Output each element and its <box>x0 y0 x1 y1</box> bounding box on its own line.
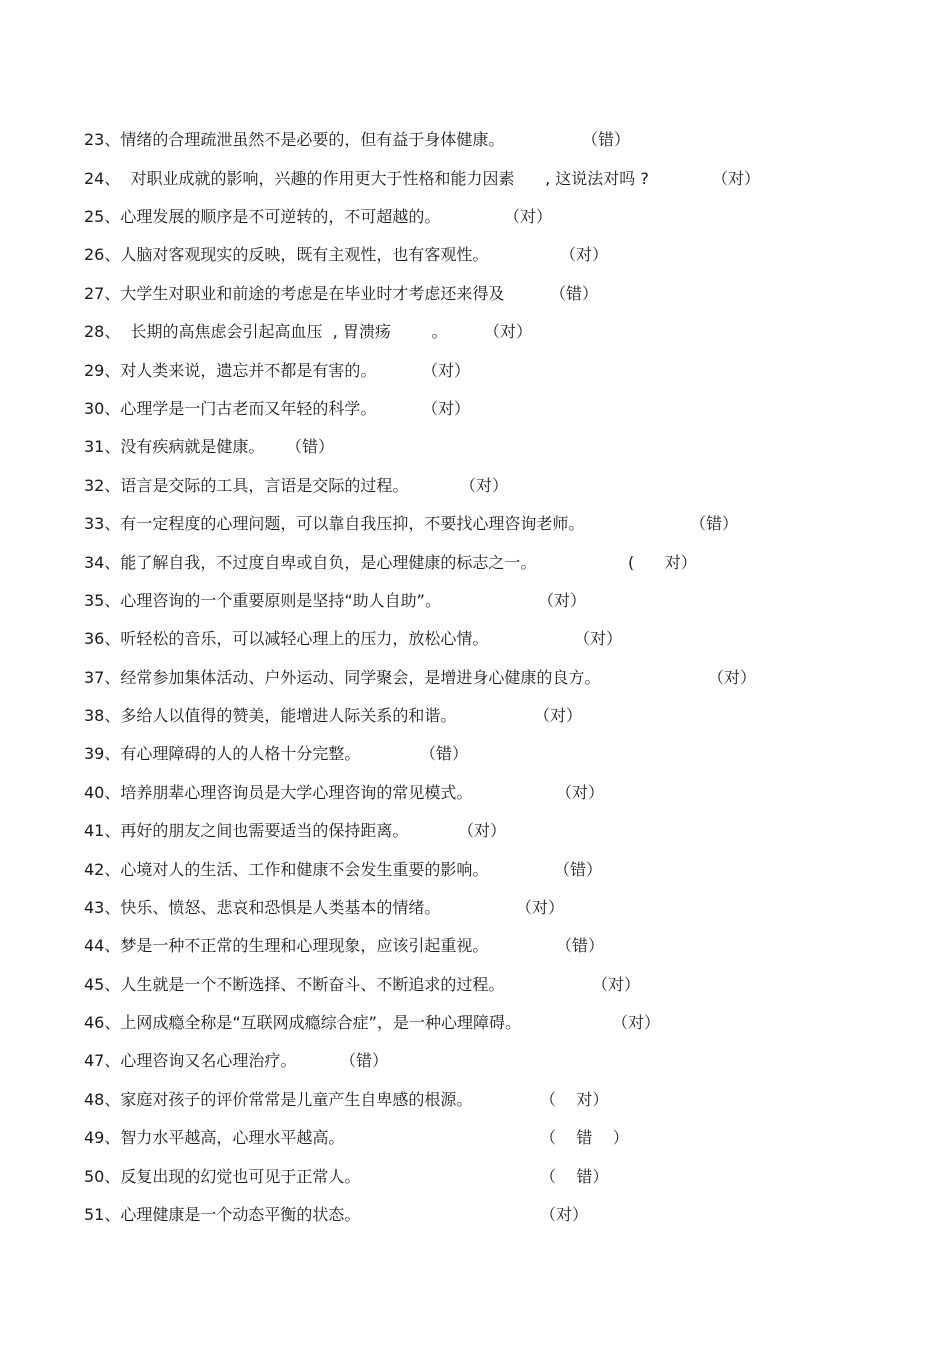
question-number: 30、 <box>84 399 121 418</box>
question-answer: （对） <box>540 1205 589 1224</box>
question-answer: （对） <box>538 591 587 610</box>
question-number: 34、 <box>84 553 121 572</box>
question-item <box>84 279 599 309</box>
question-item <box>84 1085 609 1115</box>
question-text: 有一定程度的心理问题，可以靠自我压抑，不要找心理咨询老师。 <box>120 514 585 533</box>
question-item <box>84 778 605 808</box>
question-text: 没有疾病就是健康。 <box>120 437 265 456</box>
question-answer: （错） <box>550 284 599 303</box>
question-answer: （对） <box>556 783 605 802</box>
question-number: 42、 <box>84 860 121 879</box>
question-item <box>84 509 739 539</box>
question-answer: （对） <box>574 629 623 648</box>
question-text: 反复出现的幻觉也可见于正常人。 <box>120 1167 361 1186</box>
question-text: 有心理障碍的人的人格十分完整。 <box>120 744 361 763</box>
question-item <box>84 816 507 846</box>
question-answer: （对） <box>516 898 565 917</box>
question-text: 人脑对客观现实的反映，既有主观性，也有客观性。 <box>120 245 489 264</box>
question-item <box>84 125 631 155</box>
question-answer: （错） <box>690 514 739 533</box>
question-number: 48、 <box>84 1090 121 1109</box>
question-number: 29、 <box>84 361 121 380</box>
question-item <box>84 739 469 769</box>
question-number: 31、 <box>84 437 121 456</box>
question-item <box>84 394 471 424</box>
question-number: 28、 <box>84 322 121 341</box>
question-text: 再好的朋友之间也需要适当的保持距离。 <box>120 821 409 840</box>
question-number: 26、 <box>84 245 121 264</box>
question-item <box>84 356 471 386</box>
question-number: 38、 <box>84 706 121 725</box>
question-item <box>84 1008 661 1038</box>
question-item <box>84 1200 589 1230</box>
question-item <box>84 624 623 654</box>
question-text: 情绪的合理疏泄虽然不是必要的，但有益于身体健康。 <box>120 130 505 149</box>
question-text: 心境对人的生活、工作和健康不会发生重要的影响。 <box>120 860 489 879</box>
question-item <box>84 202 553 232</box>
question-answer: （错） <box>556 936 605 955</box>
question-number: 41、 <box>84 821 121 840</box>
question-number: 44、 <box>84 936 121 955</box>
question-item <box>84 663 757 693</box>
question-number: 43、 <box>84 898 121 917</box>
question-text: 听轻松的音乐，可以减轻心理上的压力，放松心情。 <box>120 629 489 648</box>
question-answer: （错） <box>554 860 603 879</box>
question-item <box>84 317 533 347</box>
question-answer: ( 对） <box>628 553 697 572</box>
question-number: 49、 <box>84 1128 121 1147</box>
question-text: 心理健康是一个动态平衡的状态。 <box>120 1205 361 1224</box>
question-answer: （对） <box>708 668 757 687</box>
question-text: 家庭对孩子的评价常常是儿童产生自卑感的根源。 <box>120 1090 473 1109</box>
question-answer: （错） <box>420 744 469 763</box>
question-text: 心理咨询的一个重要原则是坚持“助人自助”。 <box>120 591 441 610</box>
question-answer: （对） <box>422 399 471 418</box>
question-number: 47、 <box>84 1051 121 1070</box>
question-number: 27、 <box>84 284 121 303</box>
question-answer: （错） <box>340 1051 389 1070</box>
question-number: 23、 <box>84 130 121 149</box>
question-text: 语言是交际的工具，言语是交际的过程。 <box>120 476 409 495</box>
question-item <box>84 240 609 270</box>
question-item <box>84 586 587 616</box>
question-text: 心理发展的顺序是不可逆转的，不可超越的。 <box>120 207 441 226</box>
question-text: 经常参加集体活动、户外运动、同学聚会，是增进身心健康的良方。 <box>120 668 601 687</box>
question-text: 心理学是一门古老而又年轻的科学。 <box>120 399 377 418</box>
question-answer: （ 对） <box>540 1090 609 1109</box>
question-item <box>84 1046 389 1076</box>
question-item <box>84 855 603 885</box>
question-answer: （对） <box>460 476 509 495</box>
question-text: 长期的高焦虑会引起高血压 , 胃溃疡 。 <box>120 322 448 341</box>
question-text: 培养朋辈心理咨询员是大学心理咨询的常见模式。 <box>120 783 473 802</box>
question-answer: （对） <box>612 1013 661 1032</box>
question-text: 对职业成就的影响，兴趣的作用更大于性格和能力因素 , 这说法对吗 ? <box>120 169 649 188</box>
question-number: 35、 <box>84 591 121 610</box>
question-text: 大学生对职业和前途的考虑是在毕业时才考虑还来得及 <box>120 284 505 303</box>
question-answer: （错） <box>286 437 335 456</box>
question-answer: （对） <box>484 322 533 341</box>
question-answer: （对） <box>534 706 583 725</box>
question-item <box>84 164 761 194</box>
question-text: 梦是一种不正常的生理和心理现象，应该引起重视。 <box>120 936 489 955</box>
question-answer: （对） <box>422 361 471 380</box>
question-item <box>84 893 565 923</box>
question-number: 37、 <box>84 668 121 687</box>
question-number: 32、 <box>84 476 121 495</box>
question-item <box>84 548 697 578</box>
question-item <box>84 1162 609 1192</box>
question-text: 心理咨询又名心理治疗。 <box>120 1051 297 1070</box>
question-text: 智力水平越高，心理水平越高。 <box>120 1128 345 1147</box>
question-answer: （错） <box>582 130 631 149</box>
question-number: 36、 <box>84 629 121 648</box>
question-text: 上网成瘾全称是“互联网成瘾综合症”，是一种心理障碍。 <box>120 1013 521 1032</box>
question-text: 对人类来说，遗忘并不都是有害的。 <box>120 361 377 380</box>
question-item <box>84 471 509 501</box>
question-number: 24、 <box>84 169 121 188</box>
question-number: 50、 <box>84 1167 121 1186</box>
question-number: 40、 <box>84 783 121 802</box>
question-text: 人生就是一个不断选择、不断奋斗、不断追求的过程。 <box>120 975 505 994</box>
question-answer: （对） <box>712 169 761 188</box>
question-number: 39、 <box>84 744 121 763</box>
question-answer: （ 错 ） <box>540 1128 629 1147</box>
question-number: 33、 <box>84 514 121 533</box>
question-text: 能了解自我，不过度自卑或自负，是心理健康的标志之一。 <box>120 553 537 572</box>
question-item <box>84 432 335 462</box>
question-answer: （对） <box>504 207 553 226</box>
question-answer: （对） <box>458 821 507 840</box>
question-answer: （ 错） <box>540 1167 609 1186</box>
question-answer: （对） <box>560 245 609 264</box>
question-number: 51、 <box>84 1205 121 1224</box>
question-number: 46、 <box>84 1013 121 1032</box>
question-item <box>84 1123 629 1153</box>
question-text: 多给人以值得的赞美，能增进人际关系的和谐。 <box>120 706 457 725</box>
question-item <box>84 931 605 961</box>
question-number: 45、 <box>84 975 121 994</box>
question-answer: （对） <box>592 975 641 994</box>
question-text: 快乐、愤怒、悲哀和恐惧是人类基本的情绪。 <box>120 898 441 917</box>
question-item <box>84 970 641 1000</box>
question-item <box>84 701 583 731</box>
question-number: 25、 <box>84 207 121 226</box>
